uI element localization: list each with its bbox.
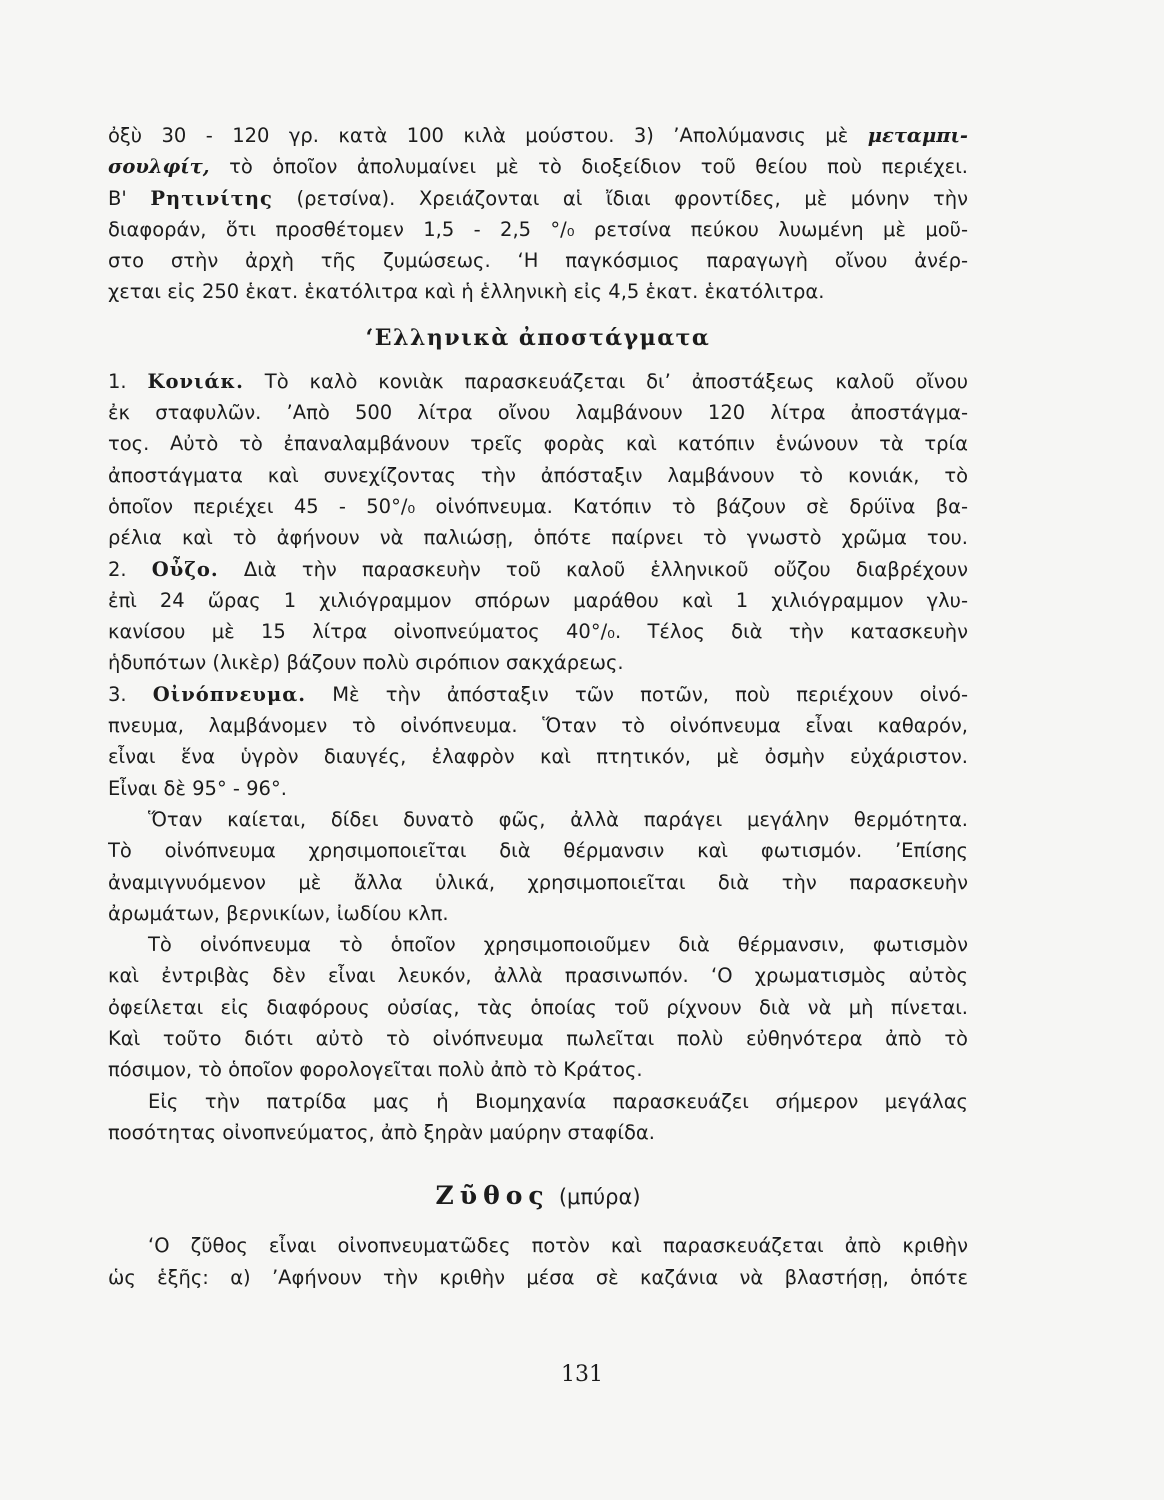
text-line: 3. Οἰνόπνευμα. Μὲ τὴν ἀπόσταξιν τῶν ποτῶν, ποὺ περιέχουν οἰνό- bbox=[108, 682, 968, 706]
text-line: ἡδυπότων (λικὲρ) βάζουν πολὺ σιρόπιον σακχάρεως. bbox=[108, 651, 624, 675]
text-line: ὡς ἑξῆς: α) ’Αφήνουν τὴν κριθὴν μέσα σὲ καζάνια νὰ βλαστήσῃ, ὁπότε bbox=[108, 1265, 968, 1289]
text-line: διαφοράν, ὅτι προσθέτομεν 1,5 - 2,5 °/₀ ρετσίνα πεύκου λυωμένη μὲ μοῦ- bbox=[108, 217, 968, 241]
section-heading-2 bbox=[108, 1176, 968, 1216]
text-line: 1. Κονιάκ. Τὸ καλὸ κονιὰκ παρασκευάζεται δι’ ἀποστάξεως καλοῦ οἴνου bbox=[108, 369, 968, 393]
text-line: στο στὴν ἀρχὴ τῆς ζυμώσεως. ‘Η παγκόσμιος παραγωγὴ οἴνου ἀνέρ- bbox=[108, 249, 968, 273]
page-body bbox=[108, 120, 968, 1293]
text-line: ἐκ σταφυλῶν. ’Απὸ 500 λίτρα οἴνου λαμβάνουν 120 λίτρα ἀποστάγμα- bbox=[108, 401, 968, 425]
text-line: πνευμα, λαμβάνομεν τὸ οἰνόπνευμα. Ὅταν τὸ οἰνόπνευμα εἶναι καθαρόν, bbox=[108, 714, 968, 738]
text-line: καὶ ἐντριβὰς δὲν εἶναι λευκόν, ἀλλὰ πρασινωπόν. ‘Ο χρωματισμὸς αὐτὸς bbox=[108, 964, 968, 988]
section-heading: ‘Ελληνικὰ ἀποστάγματα bbox=[365, 324, 711, 351]
text-line: Ὅταν καίεται, δίδει δυνατὸ φῶς, ἀλλὰ παράγει μεγάλην θερμότητα. bbox=[148, 807, 968, 831]
text-line: ἐπὶ 24 ὥρας 1 χιλιόγραμμον σπόρων μαράθου καὶ 1 χιλιόγραμμον γλυ- bbox=[108, 588, 968, 612]
heading-title: Ζῦθος bbox=[435, 1181, 550, 1211]
text-line: Τὸ οἰνόπνευμα χρησιμοποιεῖται διὰ θέρμανσιν καὶ φωτισμόν. ’Επίσης bbox=[108, 839, 968, 863]
text-line: ἀποστάγματα καὶ συνεχίζοντας τὴν ἀπόσταξιν λαμβάνουν τὸ κονιάκ, τὸ bbox=[108, 463, 968, 487]
text-line: ἀναμιγνυόμενον μὲ ἄλλα ὑλικά, χρησιμοποιεῖται διὰ τὴν παρασκευὴν bbox=[108, 870, 968, 894]
text-line: ὀφείλεται εἰς διαφόρους οὐσίας, τὰς ὁποίας τοῦ ρίχνουν διὰ νὰ μὴ πίνεται. bbox=[108, 995, 968, 1019]
text-line: πόσιμον, τὸ ὁποῖον φορολογεῖται πολὺ ἀπὸ τὸ Κράτος. bbox=[108, 1058, 643, 1082]
text-line: ποσότητας οἰνοπνεύματος, ἀπὸ ξηρὰν μαύρην σταφίδα. bbox=[108, 1120, 655, 1144]
text-line: Εἶναι δὲ 95° - 96°. bbox=[108, 776, 287, 800]
heading-subtitle: (μπύρα) bbox=[558, 1185, 641, 1210]
text-line: κανίσου μὲ 15 λίτρα οἰνοπνεύματος 40°/₀. Τέλος διὰ τὴν κατασκευὴν bbox=[108, 620, 968, 644]
text-line: ὁποῖον περιέχει 45 - 50°/₀ οἰνόπνευμα. Κατόπιν τὸ βάζουν σὲ δρύϊνα βα- bbox=[108, 494, 968, 518]
text-line: σουλφίτ, τὸ ὁποῖον ἀπολυμαίνει μὲ τὸ διοξείδιον τοῦ θείου ποὺ περιέχει. bbox=[108, 155, 968, 179]
text-line: ὀξὺ 30 - 120 γρ. κατὰ 100 κιλὰ μούστου. 3) ’Απολύμανσις μὲ μεταμπι- bbox=[108, 124, 968, 147]
page-number: 131 bbox=[561, 1362, 603, 1387]
text-line: ‘Ο ζῦθος εἶναι οἰνοπνευματῶδες ποτὸν καὶ παρασκευάζεται ἀπὸ κριθὴν bbox=[148, 1234, 968, 1258]
text-line: Καὶ τοῦτο διότι αὐτὸ τὸ οἰνόπνευμα πωλεῖται πολὺ εὐθηνότερα ἀπὸ τὸ bbox=[108, 1027, 968, 1051]
text-line: εἶναι ἕνα ὑγρὸν διαυγές, ἐλαφρὸν καὶ πτητικόν, μὲ ὀσμὴν εὐχάριστον. bbox=[108, 745, 968, 769]
text-line: Β' Ρητινίτης (ρετσίνα). Χρειάζονται αἱ ἴδιαι φροντίδες, μὲ μόνην τὴν bbox=[108, 186, 968, 210]
text-line: Τὸ οἰνόπνευμα τὸ ὁποῖον χρησιμοποιοῦμεν διὰ θέρμανσιν, φωτισμὸν bbox=[148, 933, 968, 957]
text-line: χεται εἰς 250 ἑκατ. ἑκατόλιτρα καὶ ἡ ἑλληνικὴ εἰς 4,5 ἑκατ. ἑκατόλιτρα. bbox=[108, 280, 825, 304]
text-line: ρέλια καὶ τὸ ἀφήνουν νὰ παλιώσῃ, ὁπότε παίρνει τὸ γνωστὸ χρῶμα του. bbox=[108, 526, 968, 550]
text-line: Εἰς τὴν πατρίδα μας ἡ Βιομηχανία παρασκευάζει σήμερον μεγάλας bbox=[148, 1089, 968, 1113]
text-line: ἀρωμάτων, βερνικίων, ἰωδίου κλπ. bbox=[108, 901, 449, 925]
text-line: τος. Αὐτὸ τὸ ἐπαναλαμβάνουν τρεῖς φορὰς καὶ κατόπιν ἑνώνουν τὰ τρία bbox=[108, 432, 968, 456]
text-line: 2. Οὖζο. Διὰ τὴν παρασκευὴν τοῦ καλοῦ ἑλληνικοῦ οὔζου διαβρέχουν bbox=[108, 557, 968, 581]
